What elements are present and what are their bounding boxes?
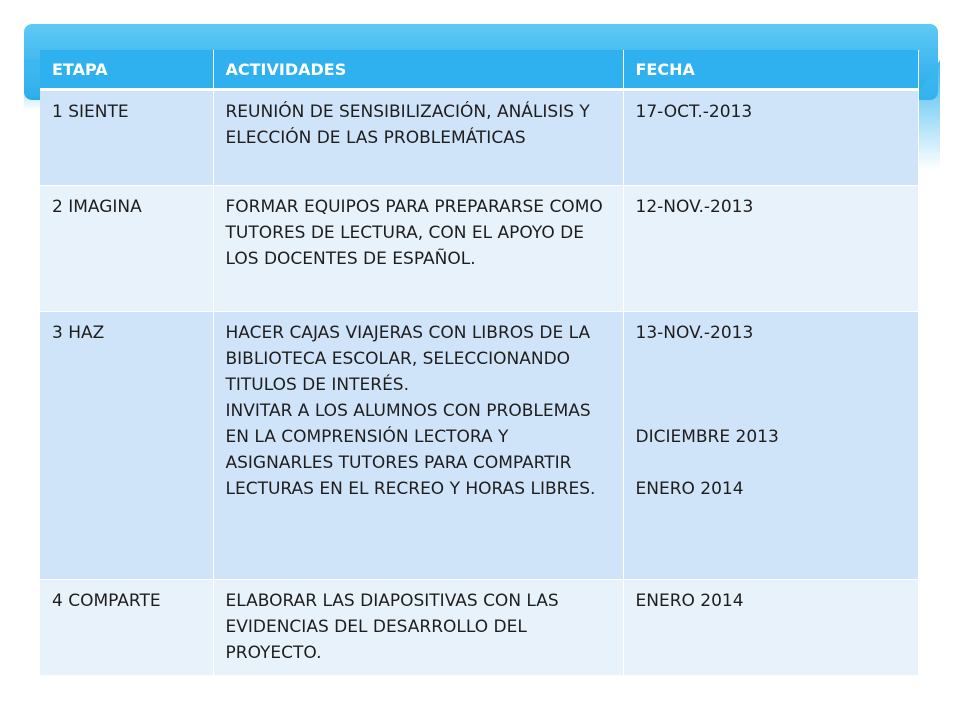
date-text: ENERO 2014	[635, 479, 744, 499]
header-fecha: FECHA	[623, 50, 918, 90]
actividades-cell	[213, 312, 623, 580]
actividades-cell	[213, 90, 623, 186]
table-row	[40, 580, 918, 676]
date-text: 13-NOV.-2013	[635, 323, 754, 343]
table-row	[40, 90, 918, 186]
etapa-cell: 4 COMPARTE	[40, 580, 213, 676]
banner-left-fold	[24, 60, 40, 110]
activity-text: HACER CAJAS VIAJERAS CON LIBROS DE LA BIBLIOTECA ESCOLAR, SELECCIONANDO TITULOS DE INTERÉS.	[225, 323, 591, 395]
fecha-cell	[623, 312, 918, 580]
table-row	[40, 312, 918, 580]
date-text: 12-NOV.-2013	[635, 197, 754, 217]
activity-text: ELABORAR LAS DIAPOSITIVAS CON LAS EVIDENCIAS DEL DESARROLLO DEL PROYECTO.	[225, 591, 559, 663]
table-row	[40, 186, 918, 312]
activity-text: FORMAR EQUIPOS PARA PREPARARSE COMO TUTORES DE LECTURA, CON EL APOYO DE LOS DOCENTES DE ESPAÑOL.	[225, 197, 603, 269]
fecha-cell	[623, 90, 918, 186]
header-actividades: ACTIVIDADES	[213, 50, 623, 90]
actividades-cell	[213, 186, 623, 312]
etapa-cell: 1 SIENTE	[40, 90, 213, 186]
schedule-table	[40, 50, 919, 676]
fecha-cell	[623, 580, 918, 676]
actividades-cell	[213, 580, 623, 676]
etapa-cell: 2 IMAGINA	[40, 186, 213, 312]
table-header-row	[40, 50, 918, 90]
activity-text: INVITAR A LOS ALUMNOS CON PROBLEMAS EN LA COMPRENSIÓN LECTORA Y ASIGNARLES TUTORES PARA COMPARTIR LECTURAS EN EL RECREO Y HORAS LIBRES.	[225, 401, 596, 499]
date-text: 17-OCT.-2013	[635, 102, 753, 122]
date-text: ENERO 2014	[635, 591, 744, 611]
header-etapa: ETAPA	[40, 50, 213, 90]
fecha-cell	[623, 186, 918, 312]
etapa-cell: 3 HAZ	[40, 312, 213, 580]
schedule-table-container	[40, 50, 918, 676]
date-text: DICIEMBRE 2013	[635, 427, 779, 447]
activity-text: REUNIÓN DE SENSIBILIZACIÓN, ANÁLISIS Y ELECCIÓN DE LAS PROBLEMÁTICAS	[225, 102, 590, 148]
